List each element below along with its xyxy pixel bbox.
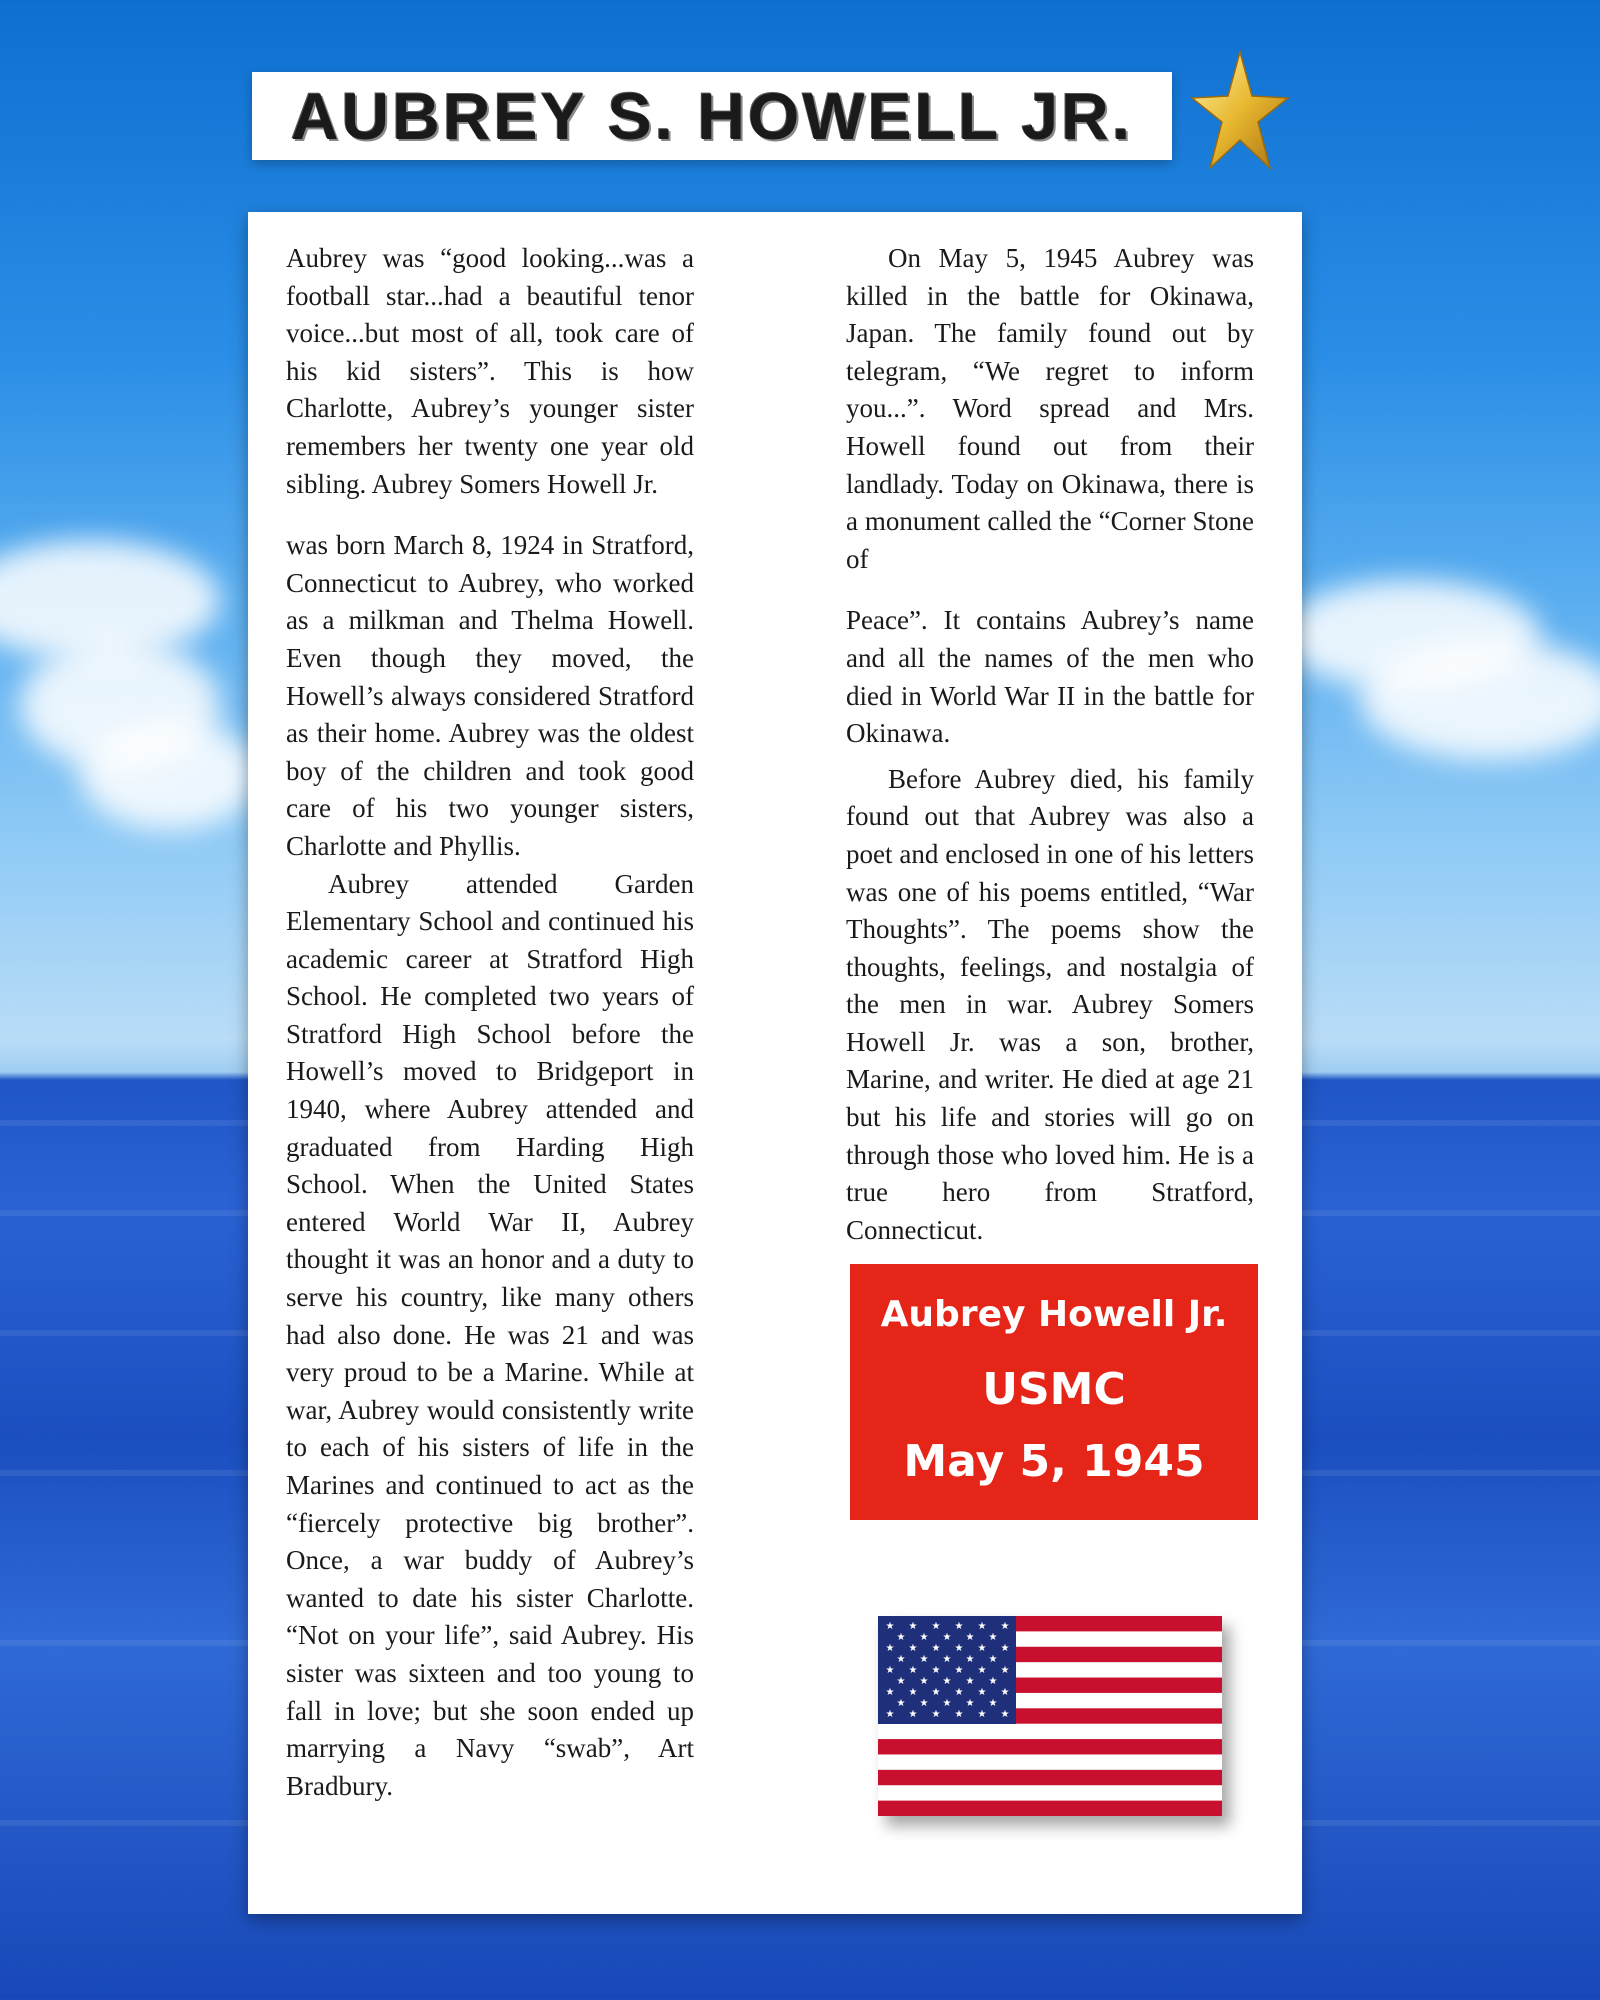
- right-column: [846, 240, 1254, 1249]
- svg-text:★: ★: [919, 1676, 929, 1687]
- svg-text:★: ★: [965, 1632, 975, 1643]
- svg-text:★: ★: [896, 1654, 906, 1665]
- paragraph: Aubrey attended Garden Elementary School and continued his academic career at Stratford High School. He completed two years of Stratford High School before the Howell’s moved to Bridgeport in 1940, where Aubrey attended and graduated from Harding High School. When the United States entered World War II, Aubrey thought it was an honor and a duty to serve his country, like many others had also done. He was 21 and was very proud to be a Marine. While at war, Aubrey would consistently write to each of his sisters of life in the Marines and continued to act as the “fiercely protective big brother”. Once, a war buddy of Aubrey’s wanted to date his sister Charlotte. “Not on your life”, said Aubrey. His sister was sixteen and too young to fall in love; but she soon ended up marrying a Navy “swab”, Art Bradbury.: [286, 868, 694, 1801]
- left-column: [286, 240, 694, 1805]
- svg-text:★: ★: [908, 1709, 918, 1720]
- svg-text:★: ★: [988, 1654, 998, 1665]
- svg-text:★: ★: [954, 1687, 964, 1698]
- svg-text:★: ★: [931, 1709, 941, 1720]
- svg-text:★: ★: [908, 1643, 918, 1654]
- svg-text:★: ★: [885, 1643, 895, 1654]
- svg-text:★: ★: [988, 1632, 998, 1643]
- svg-text:★: ★: [954, 1709, 964, 1720]
- article-card: [248, 212, 1302, 1914]
- paragraph: Before Aubrey died, his family found out that Aubrey was also a poet and enclosed in one of his letters was one of his poems entitled, “War Thoughts”. The poems show the thoughts, feelings, and nostalgia of the men in war. Aubrey Somers Howell Jr. was a son, brother, Marine, and writer. He died at age 21 but his life and stories will go on through those who loved him. He is a true hero from Stratford, Connecticut.: [846, 763, 1254, 1245]
- svg-text:★: ★: [965, 1676, 975, 1687]
- svg-text:★: ★: [942, 1632, 952, 1643]
- svg-text:★: ★: [919, 1654, 929, 1665]
- title-banner: [252, 72, 1172, 160]
- memorial-branch: USMC: [982, 1364, 1126, 1415]
- memorial-box: [850, 1264, 1258, 1520]
- svg-text:★: ★: [908, 1687, 918, 1698]
- svg-text:★: ★: [1000, 1687, 1010, 1698]
- svg-text:★: ★: [885, 1665, 895, 1676]
- svg-text:★: ★: [954, 1643, 964, 1654]
- svg-text:★: ★: [988, 1698, 998, 1709]
- svg-text:★: ★: [965, 1654, 975, 1665]
- svg-text:★: ★: [977, 1687, 987, 1698]
- svg-text:★: ★: [977, 1621, 987, 1632]
- page-title: AUBREY S. HOWELL JR.: [290, 79, 1134, 153]
- svg-text:★: ★: [988, 1676, 998, 1687]
- svg-text:★: ★: [1000, 1709, 1010, 1720]
- svg-text:★: ★: [896, 1698, 906, 1709]
- svg-text:★: ★: [1000, 1665, 1010, 1676]
- svg-text:★: ★: [931, 1621, 941, 1632]
- svg-text:★: ★: [942, 1654, 952, 1665]
- svg-text:★: ★: [885, 1687, 895, 1698]
- svg-text:★: ★: [885, 1709, 895, 1720]
- svg-text:★: ★: [965, 1698, 975, 1709]
- svg-text:★: ★: [919, 1698, 929, 1709]
- svg-text:★: ★: [977, 1709, 987, 1720]
- gold-star-icon: [1190, 50, 1290, 175]
- svg-text:★: ★: [908, 1621, 918, 1632]
- svg-text:★: ★: [954, 1621, 964, 1632]
- svg-text:★: ★: [908, 1665, 918, 1676]
- svg-text:★: ★: [896, 1676, 906, 1687]
- us-flag-icon: [878, 1616, 1222, 1816]
- svg-text:★: ★: [931, 1687, 941, 1698]
- svg-text:★: ★: [919, 1632, 929, 1643]
- paragraph: was born March 8, 1924 in Stratford, Connecticut to Aubrey, who worked as a milkman and Thelma Howell. Even though they moved, the Howell’s always considered Stratford as their home. Aubrey was the oldest boy of the children and took good care of his two younger sisters, Charlotte and Phyllis.: [286, 530, 694, 861]
- svg-text:★: ★: [1000, 1643, 1010, 1654]
- memorial-date: May 5, 1945: [903, 1436, 1205, 1487]
- svg-text:★: ★: [896, 1632, 906, 1643]
- svg-text:★: ★: [954, 1665, 964, 1676]
- svg-text:★: ★: [931, 1665, 941, 1676]
- paragraph: On May 5, 1945 Aubrey was killed in the battle for Okinawa, Japan. The family found out by telegram, “We regret to inform you...”. Word spread and Mrs. Howell found out from their landlady. Today on Okinawa, there is a monument called the “Corner Stone of: [846, 243, 1254, 574]
- svg-text:★: ★: [1000, 1621, 1010, 1632]
- memorial-name: Aubrey Howell Jr.: [880, 1294, 1228, 1335]
- svg-text:★: ★: [931, 1643, 941, 1654]
- paragraph: Aubrey was “good looking...was a football star...had a beautiful tenor voice...but most of all, took care of his kid sisters”. This is how Charlotte, Aubrey’s younger sister remembers her twenty one year old sibling. Aubrey Somers Howell Jr.: [286, 243, 694, 499]
- svg-text:★: ★: [885, 1621, 895, 1632]
- svg-text:★: ★: [942, 1676, 952, 1687]
- svg-text:★: ★: [942, 1698, 952, 1709]
- svg-text:★: ★: [977, 1665, 987, 1676]
- paragraph: Peace”. It contains Aubrey’s name and all the names of the men who died in World War II in the battle for Okinawa.: [846, 605, 1254, 749]
- svg-text:★: ★: [977, 1643, 987, 1654]
